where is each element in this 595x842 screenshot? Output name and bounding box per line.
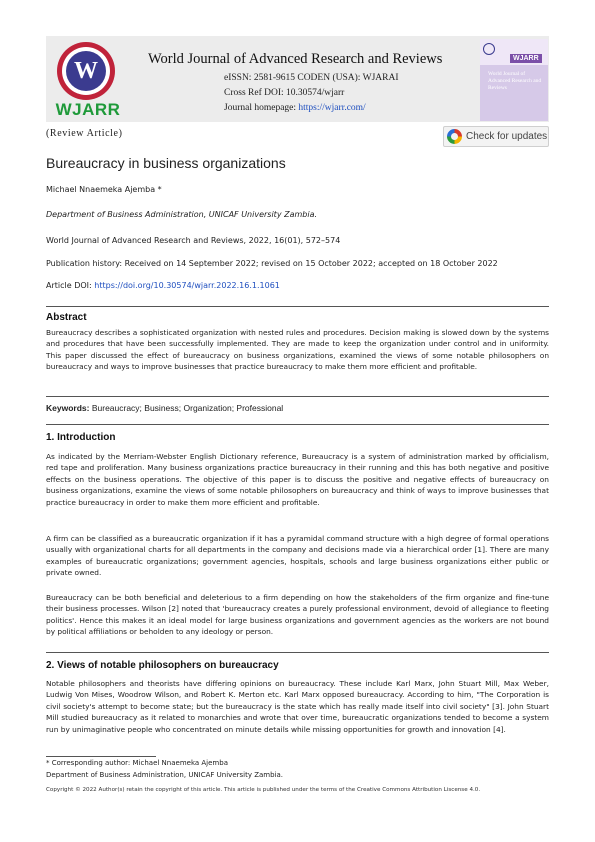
introduction-paragraph-3: Bureaucracy can be both beneficial and deleterious to a firm depending on how the stakeholders of the firm organize and fine-tune their business processes. Wilson [2] noted that 'bureaucracy creates a purely professional environment, devoid of allegiance to fleeting politics'. Hence this makes it an ideal model for large business organizations and government agencies as the workers are not bound by political affiliations or beholden to any ideology or person. <box>46 593 549 637</box>
author-affiliation: Department of Business Administration, UNICAF University Zambia. <box>46 210 318 219</box>
journal-logo <box>54 42 126 122</box>
publication-history: Publication history: Received on 14 September 2022; revised on 15 October 2022; accepted on 18 October 2022 <box>46 259 498 268</box>
check-for-updates-label: Check for updates <box>466 131 548 142</box>
journal-title: World Journal of Advanced Research and Reviews <box>148 51 443 67</box>
citation-line: World Journal of Advanced Research and Reviews, 2022, 16(01), 572–574 <box>46 236 341 245</box>
keywords-label: Keywords: <box>46 403 90 413</box>
divider <box>46 396 549 397</box>
logo-text: WJARR <box>55 100 121 119</box>
philosophers-paragraph-1: Notable philosophers and theorists have differing opinions on bureaucracy. These include Karl Marx, John Stuart Mill, Max Weber, Ludwig Von Mises, Woodrow Wilson, and Robert K. Merton etc. Karl Marx opposed bureaucracy. According to him, "The Corporation is civil society's attempt to become state; but the bureaucracy is the state which has really made itself into civil society" [3]. John Stuart Mill studied bureaucracy as it related to monarchies and wrote that over time, bureaucratic organizations tended to become a system run by unimaginative people who concentrated on minute details while missing opportunities for growth and innovation [4]. <box>46 679 549 734</box>
keywords-value: Bureaucracy; Business; Organization; Professional <box>91 403 284 413</box>
homepage-label: Journal homepage: <box>224 103 297 113</box>
divider <box>46 424 549 425</box>
logo-letter: W <box>66 51 106 91</box>
article-doi <box>46 281 280 290</box>
check-for-updates-button[interactable] <box>443 126 549 147</box>
abstract-text: Bureaucracy describes a sophisticated organization with nested rules and procedures. Decision making is slowed down by the systems and procedures that have been successfully implemented. They are made to keep the organization under control and in uniformity. This paper discussed the effect of bureaucracy on business organizations, examined the views of some notable philosophers on bureaucracy and ways to improve businesses that practice bureaucracy to make them more efficient and profitable. <box>46 328 549 372</box>
copyright-notice: Copyright © 2022 Author(s) retain the copyright of this article. This article is published under the terms of the Creative Commons Attribution Liscense 4.0. <box>46 787 481 793</box>
doi-link[interactable]: https://doi.org/10.30574/wjarr.2022.16.1.1061 <box>94 281 280 290</box>
homepage-link[interactable]: https://wjarr.com/ <box>298 103 366 113</box>
journal-cover-thumbnail <box>480 39 548 121</box>
cover-subtitle: World Journal of Advanced Research and Reviews <box>488 71 542 91</box>
crossref-line: Cross Ref DOI: 10.30574/wjarr <box>224 88 345 98</box>
divider <box>46 652 549 653</box>
article-title: Bureaucracy in business organizations <box>46 155 286 171</box>
section-heading-philosophers: 2. Views of notable philosophers on bureaucracy <box>46 660 279 671</box>
corresponding-author-note: * Corresponding author: Michael Nnaemeka Ajemba <box>46 759 228 767</box>
corresponding-author-affiliation: Department of Business Administration, UNICAF University Zambia. <box>46 771 284 779</box>
abstract-heading: Abstract <box>46 312 87 323</box>
divider <box>46 306 549 307</box>
issn-line: eISSN: 2581-9615 CODEN (USA): WJARAI <box>224 73 399 83</box>
doi-label: Article DOI: <box>46 281 92 290</box>
cover-name: WJARR <box>510 54 542 63</box>
logo-ring <box>57 42 115 100</box>
author-name: Michael Nnaemeka Ajemba * <box>46 185 162 194</box>
keywords <box>46 403 283 413</box>
section-heading-introduction: 1. Introduction <box>46 432 116 443</box>
homepage-line <box>224 103 366 113</box>
footnote-divider <box>46 756 156 757</box>
article-type: (Review Article) <box>46 128 123 139</box>
cover-emblem-icon <box>483 43 495 55</box>
introduction-paragraph-1: As indicated by the Merriam-Webster English Dictionary reference, Bureaucracy is a system of administration marked by officialism, red tape and proliferation. Many business organizations practice bureaucracy in their running and this has both negative and positive effects on the business operations. The objective of this paper is to discuss the positive and negative effects of bureaucracy on business organizations, examine the views of some notable philosophers on bureaucracy and think of ways to improve businesses that practice bureaucracy in order to make them more efficient and profitable. <box>46 452 549 507</box>
introduction-paragraph-2: A firm can be classified as a bureaucratic organization if it has a pyramidal command structure with a high degree of formal operations usually with organizational charts for all departments in the company and decisions made via a hierarchical order [1]. There are many examples of bureaucratic organizations; government agencies, hospitals, schools and large business organizations either public or private owned. <box>46 534 549 578</box>
crossmark-icon <box>447 129 462 144</box>
